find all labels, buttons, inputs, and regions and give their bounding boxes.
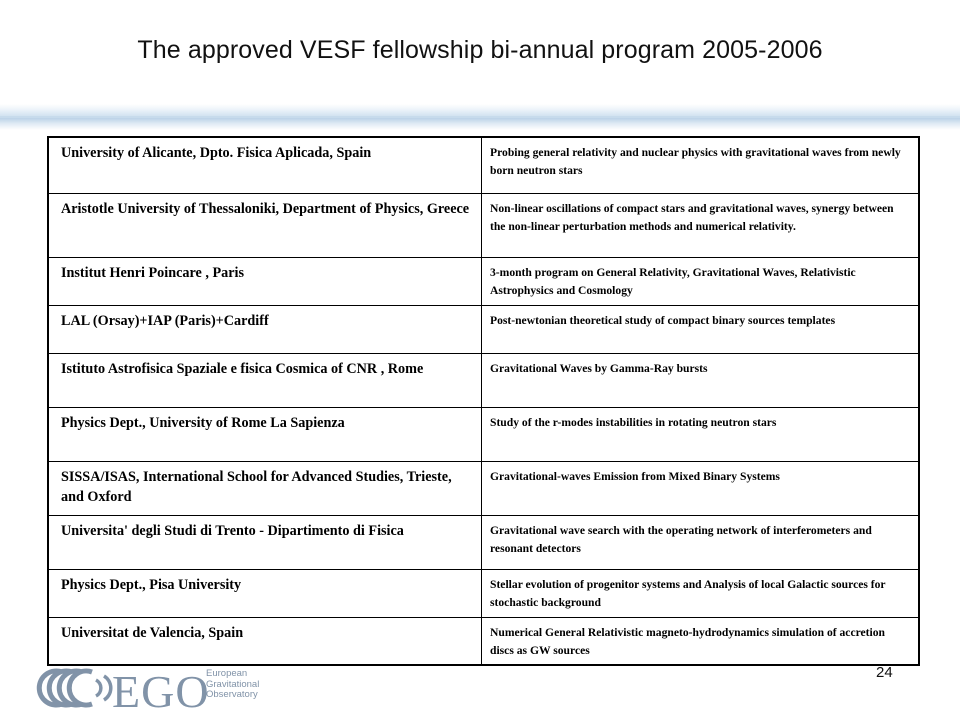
logo-line-2: Gravitational [206,678,260,690]
topic-cell: Study of the r-modes instabilities in rotating neutron stars [482,407,920,461]
title-divider [0,116,960,118]
page-number: 24 [876,664,893,681]
table-row [48,407,919,461]
institution-cell: Physics Dept., University of Rome La Sapienza [48,407,482,461]
topic-cell: Gravitational wave search with the operating network of interferometers and resonant detectors [482,515,920,569]
topic-cell: Stellar evolution of progenitor systems and Analysis of local Galactic sources for stochastic background [482,569,920,617]
institution-cell: Universita' degli Studi di Trento - Dipartimento di Fisica [48,515,482,569]
institution-cell: Physics Dept., Pisa University [48,569,482,617]
institution-cell: SISSA/ISAS, International School for Advanced Studies, Trieste, and Oxford [48,461,482,515]
institution-cell: Istituto Astrofisica Spaziale e fisica Cosmica of CNR , Rome [48,353,482,407]
topic-cell: Non-linear oscillations of compact stars and gravitational waves, synergy between the non-linear perturbation methods and numerical relativity. [482,193,920,257]
table-row [48,305,919,353]
slide-title: The approved VESF fellowship bi-annual program 2005-2006 [137,36,823,64]
topic-cell: Post-newtonian theoretical study of compact binary sources templates [482,305,920,353]
table-row [48,137,919,193]
institution-cell: Institut Henri Poincare , Paris [48,257,482,305]
table-row [48,617,919,665]
institution-cell: Universitat de Valencia, Spain [48,617,482,665]
institution-cell: Aristotle University of Thessaloniki, Department of Physics, Greece [48,193,482,257]
logo-wordmark: EGO [112,666,210,717]
topic-cell: Numerical General Relativistic magneto-hydrodynamics simulation of accretion discs as GW sources [482,617,920,665]
topic-cell: 3-month program on General Relativity, Gravitational Waves, Relativistic Astrophysics and Cosmology [482,257,920,305]
fellowship-table [47,136,920,666]
table-row [48,257,919,305]
topic-cell: Gravitational Waves by Gamma-Ray bursts [482,353,920,407]
table-row [48,515,919,569]
table-row [48,569,919,617]
logo-line-3: Observatory [206,689,258,700]
institution-cell: LAL (Orsay)+IAP (Paris)+Cardiff [48,305,482,353]
logo-line-1: European [206,668,248,679]
topic-cell: Gravitational-waves Emission from Mixed Binary Systems [482,461,920,515]
topic-cell: Probing general relativity and nuclear physics with gravitational waves from newly born neutron stars [482,137,920,193]
institution-cell: University of Alicante, Dpto. Fisica Aplicada, Spain [48,137,482,193]
logo-subtitle [206,669,259,701]
table-row [48,461,919,515]
table-row [48,193,919,257]
table-row [48,353,919,407]
